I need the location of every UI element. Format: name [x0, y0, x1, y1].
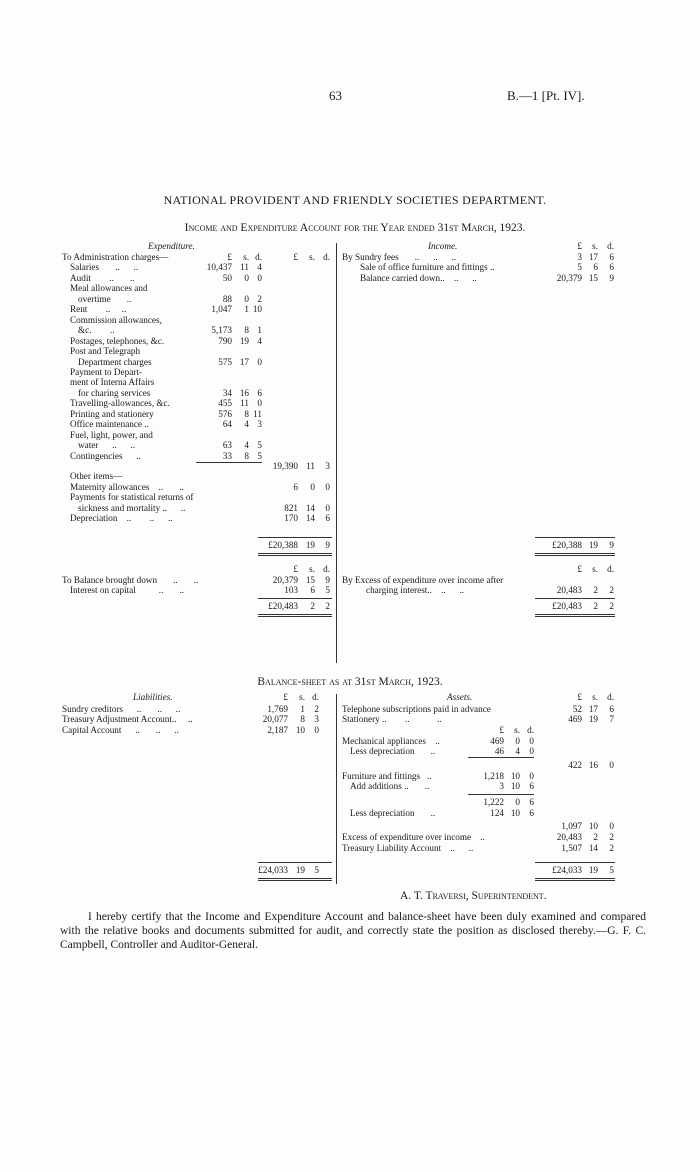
asset-inner-amount: 10 [510, 771, 520, 781]
asset-inner-amount: 0 [529, 746, 534, 756]
expenditure-inner-amount: 576 [218, 409, 232, 419]
subtotal-rule [196, 462, 262, 463]
expenditure-total-shillings: 19 [305, 540, 315, 550]
assets-total-double-rule [535, 878, 615, 881]
expenditure-inner-amount: 88 [222, 294, 232, 304]
asset-inner-amount: 0 [515, 736, 520, 746]
asset-inner-amount: 6 [529, 797, 534, 807]
liab-shillings-head: s. [299, 692, 305, 702]
asset-inner-amount: 10 [510, 808, 520, 818]
asset-inner-amount: 6 [529, 781, 534, 791]
balance-right-total-shillings: 2 [593, 601, 598, 611]
expenditure-outer-amount: 3 [325, 461, 330, 471]
expenditure-inner-amount: 575 [218, 357, 232, 367]
expenditure-outer-amount: 11 [306, 461, 315, 471]
expenditure-inner-amount: 0 [257, 357, 262, 367]
balance-right-total-pounds: £20,483 [552, 601, 582, 611]
expenditure-outer-amount: 6 [293, 482, 298, 492]
expenditure-inner-amount: 16 [239, 388, 249, 398]
asset-inner-amount: 3 [499, 781, 504, 791]
expenditure-heading: Expenditure. [148, 241, 195, 251]
report-reference: B.—1 [Pt. IV]. [507, 88, 585, 103]
expenditure-total-pounds: £20,388 [268, 540, 298, 550]
asset-label: Furniture and fittings .. [342, 771, 432, 781]
expenditure-inner-amount: 8 [244, 451, 249, 461]
expenditure-inner-amount: d. [255, 252, 262, 262]
liability-label: Sundry creditors .. .. .. [62, 704, 181, 714]
expenditure-outer-amount: 6 [325, 513, 330, 523]
asset-label: Treasury Liability Account .. .. [342, 843, 474, 853]
expenditure-inner-amount: 1 [257, 325, 262, 335]
balance-left-total-pounds: £20,483 [268, 601, 298, 611]
exp-total-double-rule [258, 553, 332, 556]
liab-total-double-rule [258, 878, 332, 881]
balance-left-head: £ [293, 564, 298, 574]
expenditure-outer-amount: 0 [325, 482, 330, 492]
income-total-pounds: £20,388 [552, 540, 582, 550]
asset-label: Add additions .. .. [350, 781, 430, 791]
expenditure-line-label: Audit .. .. [70, 273, 135, 283]
income-line-pence: 6 [609, 262, 614, 272]
department-title: NATIONAL PROVIDENT AND FRIENDLY SOCIETIES DEPARTMENT. [163, 193, 547, 207]
bal-left-rule [258, 598, 332, 599]
liabilities-total-pounds: £24,033 [258, 865, 288, 875]
asset-outer-amount: 19 [588, 714, 598, 724]
balance-right-label: By Excess of expenditure over income after [342, 575, 504, 585]
expenditure-line-label: Office maintenance .. [70, 419, 149, 429]
expenditure-inner-amount: s. [243, 252, 249, 262]
inc-total-double-rule [535, 553, 615, 556]
expenditure-inner-amount: 5,173 [211, 325, 232, 335]
income-pounds-head: £ [577, 241, 582, 251]
liability-label: Capital Account .. .. .. [62, 725, 179, 735]
expenditure-inner-amount: 64 [222, 419, 232, 429]
liability-pounds: 2,187 [267, 725, 288, 735]
asset-label: Telephone subscriptions paid in advance [342, 704, 491, 714]
expenditure-outer-amount: s. [309, 252, 315, 262]
expenditure-inner-amount: 5 [257, 451, 262, 461]
expenditure-line-label: Department charges [78, 357, 152, 367]
asset-label: Less depreciation .. [350, 808, 436, 818]
expenditure-line-label: Depreciation .. .. .. [70, 513, 173, 523]
expenditure-line-label: Contingencies .. [70, 451, 141, 461]
signature: A. T. Traversi, Superintendent. [400, 890, 547, 902]
mech-rule [468, 757, 534, 758]
expenditure-line-label: Salaries .. .. [70, 262, 139, 272]
expenditure-inner-amount: 50 [222, 273, 232, 283]
expenditure-inner-amount: 11 [253, 409, 262, 419]
expenditure-inner-amount: 0 [244, 294, 249, 304]
expenditure-line-label: Commission allowances, [70, 315, 162, 325]
liability-pounds: 20,077 [262, 714, 288, 724]
asset-outer-amount: 1,507 [561, 843, 582, 853]
bal-right-rule [535, 598, 615, 599]
expenditure-line-label: Printing and stationery [70, 409, 154, 419]
balance-sheet-title: Balance-sheet as at 31st March, 1923. [257, 676, 443, 688]
expenditure-inner-amount: 11 [240, 262, 249, 272]
asset-inner-amount: 46 [494, 746, 504, 756]
liability-shillings: 1 [300, 704, 305, 714]
liabilities-total-shillings: 19 [295, 865, 305, 875]
income-heading: Income. [428, 241, 458, 251]
asset-outer-amount: 7 [609, 714, 614, 724]
assets-pounds-head: £ [577, 692, 582, 702]
expenditure-outer-amount: 170 [284, 513, 298, 523]
income-total-shillings: 19 [588, 540, 598, 550]
asset-inner-amount: 469 [490, 736, 504, 746]
income-line-pounds: 3 [577, 252, 582, 262]
balance-right-head: d. [607, 564, 614, 574]
liability-pence: 2 [314, 704, 319, 714]
asset-outer-amount: 2 [609, 832, 614, 842]
balance-left-shillings: 15 [305, 575, 315, 585]
expenditure-line-label: for charing services [78, 388, 151, 398]
auditor-certificate: I hereby certify that the Income and Expenditure Account and balance-sheet have been duly examined and compared with the relative books and documents submitted for audit, and correctly state the position as disclosed thereby.—G. F. C. Campbell, Controller and Auditor-General. [60, 911, 646, 952]
asset-outer-amount: 2 [609, 843, 614, 853]
expenditure-inner-amount: 11 [240, 398, 249, 408]
asset-inner-amount: 10 [510, 781, 520, 791]
liability-pence: 0 [314, 725, 319, 735]
expenditure-line-label: overtime .. [78, 294, 132, 304]
exp-total-rule [258, 537, 332, 538]
balance-right-head: £ [577, 564, 582, 574]
expenditure-line-label: Travelling-allowances, &c. [70, 398, 170, 408]
liability-shillings: 8 [300, 714, 305, 724]
income-line-pounds: 20,379 [556, 273, 582, 283]
liability-shillings: 10 [295, 725, 305, 735]
expenditure-inner-amount: 4 [244, 419, 249, 429]
income-line-shillings: 17 [588, 252, 598, 262]
liabilities-heading: Liabilities. [133, 692, 173, 702]
expenditure-inner-amount: 4 [257, 336, 262, 346]
asset-outer-amount: 10 [588, 821, 598, 831]
expenditure-inner-amount: 17 [239, 357, 249, 367]
income-pence-head: d. [607, 241, 614, 251]
asset-inner-amount: 124 [490, 808, 504, 818]
balance-left-pence: 9 [325, 575, 330, 585]
expenditure-line-label: Payment to Depart- [70, 367, 142, 377]
liab-total-rule [258, 862, 332, 863]
asset-inner-amount: 1,222 [483, 797, 504, 807]
balance-right-shillings: 2 [593, 585, 598, 595]
income-line-label: Balance carried down.. .. .. [360, 273, 477, 283]
expenditure-inner-amount: 6 [257, 388, 262, 398]
asset-outer-amount: 0 [609, 760, 614, 770]
expenditure-inner-amount: 2 [257, 294, 262, 304]
income-total-pence: 9 [609, 540, 614, 550]
liability-label: Treasury Adjustment Account.. .. [62, 714, 193, 724]
income-line-label: By Sundry fees .. .. .. [342, 252, 457, 262]
ie-center-rule [336, 243, 337, 663]
balance-left-shillings: 6 [310, 585, 315, 595]
balance-right-label: charging interest.. .. .. [366, 585, 465, 595]
expenditure-outer-amount: d. [323, 252, 330, 262]
income-line-label: Sale of office furniture and fittings .. [360, 262, 495, 272]
liability-pence: 3 [314, 714, 319, 724]
expenditure-line-label: Postages, telephones, &c. [70, 336, 165, 346]
expenditure-inner-amount: 0 [257, 398, 262, 408]
assets-total-pounds: £24,033 [552, 865, 582, 875]
expenditure-line-label: To Administration charges— [62, 252, 169, 262]
asset-inner-amount: 0 [529, 736, 534, 746]
balance-left-pence: 5 [325, 585, 330, 595]
expenditure-outer-amount: 14 [305, 513, 315, 523]
income-line-shillings: 6 [593, 262, 598, 272]
expenditure-total-pence: 9 [325, 540, 330, 550]
expenditure-outer-amount: 19,390 [272, 461, 298, 471]
balance-right-pounds: 20,483 [556, 585, 582, 595]
assets-pence-head: d. [607, 692, 614, 702]
asset-outer-amount: 469 [568, 714, 582, 724]
expenditure-inner-amount: 790 [218, 336, 232, 346]
asset-inner-amount: 4 [515, 746, 520, 756]
asset-inner-amount: d. [527, 725, 534, 735]
expenditure-line-label: Post and Telegraph [70, 346, 141, 356]
expenditure-line-label: Other items— [70, 471, 123, 481]
expenditure-inner-amount: 5 [257, 440, 262, 450]
expenditure-outer-amount: 0 [310, 482, 315, 492]
balance-right-head: s. [592, 564, 598, 574]
expenditure-line-label: Maternity allowances .. .. [70, 482, 184, 492]
asset-outer-amount: 17 [588, 704, 598, 714]
expenditure-outer-amount: £ [293, 252, 298, 262]
liab-pence-head: d. [312, 692, 319, 702]
expenditure-inner-amount: 1,047 [211, 304, 232, 314]
expenditure-inner-amount: 33 [222, 451, 232, 461]
asset-outer-amount: 16 [588, 760, 598, 770]
asset-outer-amount: 1,097 [561, 821, 582, 831]
balance-left-label: Interest on capital .. .. [70, 585, 185, 595]
asset-inner-amount: £ [499, 725, 504, 735]
expenditure-outer-amount: 0 [325, 503, 330, 513]
asset-outer-amount: 422 [568, 760, 582, 770]
expenditure-line-label: Meal allowances and [70, 283, 148, 293]
balance-left-head: s. [309, 564, 315, 574]
expenditure-inner-amount: 0 [257, 273, 262, 283]
balance-left-pounds: 20,379 [272, 575, 298, 585]
liability-pounds: 1,769 [267, 704, 288, 714]
expenditure-line-label: &c. .. [78, 325, 115, 335]
expenditure-line-label: ment of Interna Affairs [70, 377, 155, 387]
asset-outer-amount: 20,483 [556, 832, 582, 842]
expenditure-inner-amount: 4 [244, 440, 249, 450]
income-line-pence: 6 [609, 252, 614, 262]
assets-total-pence: 5 [609, 865, 614, 875]
asset-outer-amount: 2 [593, 832, 598, 842]
asset-label: Less depreciation .. [350, 746, 436, 756]
expenditure-inner-amount: 8 [244, 325, 249, 335]
assets-shillings-head: s. [592, 692, 598, 702]
asset-label: Stationery .. .. .. [342, 714, 442, 724]
expenditure-line-label: Fuel, light, power, and [70, 430, 153, 440]
expenditure-inner-amount: 0 [244, 273, 249, 283]
asset-outer-amount: 14 [588, 843, 598, 853]
bal-right-double-rule [535, 614, 615, 617]
expenditure-inner-amount: 10,437 [206, 262, 232, 272]
expenditure-line-label: Payments for statistical returns of [70, 492, 194, 502]
asset-inner-amount: 1,218 [483, 771, 504, 781]
asset-outer-amount: 52 [572, 704, 582, 714]
asset-label: Mechanical appliances .. [342, 736, 440, 746]
income-shillings-head: s. [592, 241, 598, 251]
balance-left-total-pence: 2 [325, 601, 330, 611]
balance-right-total-pence: 2 [609, 601, 614, 611]
liab-pounds-head: £ [283, 692, 288, 702]
asset-outer-amount: 6 [609, 704, 614, 714]
page-number: 63 [329, 88, 342, 103]
expenditure-inner-amount: 1 [244, 304, 249, 314]
expenditure-line-label: Rent .. .. [70, 304, 127, 314]
income-line-pounds: 5 [577, 262, 582, 272]
assets-total-rule [535, 862, 615, 863]
expenditure-outer-amount: 14 [305, 503, 315, 513]
inc-total-rule [535, 537, 615, 538]
ie-account-title: Income and Expenditure Account for the Year ended 31st March, 1923. [184, 222, 526, 234]
expenditure-outer-amount: 821 [284, 503, 298, 513]
asset-inner-amount: 0 [529, 771, 534, 781]
bs-center-rule [336, 694, 337, 884]
asset-inner-amount: 0 [515, 797, 520, 807]
assets-heading: Assets. [447, 692, 473, 702]
expenditure-inner-amount: 19 [239, 336, 249, 346]
expenditure-inner-amount: 8 [244, 409, 249, 419]
expenditure-inner-amount: 4 [257, 262, 262, 272]
bal-left-double-rule [258, 614, 332, 617]
expenditure-inner-amount: 63 [222, 440, 232, 450]
balance-left-pounds: 103 [284, 585, 298, 595]
expenditure-inner-amount: £ [227, 252, 232, 262]
income-line-pence: 9 [609, 273, 614, 283]
expenditure-inner-amount: 10 [252, 304, 262, 314]
liabilities-total-pence: 5 [314, 865, 319, 875]
expenditure-line-label: sickness and mortality .. .. [78, 503, 186, 513]
income-line-shillings: 15 [588, 273, 598, 283]
balance-right-pence: 2 [609, 585, 614, 595]
furn-rule [468, 794, 534, 795]
asset-outer-amount: 0 [609, 821, 614, 831]
asset-inner-amount: s. [514, 725, 520, 735]
balance-left-total-shillings: 2 [310, 601, 315, 611]
asset-label: Excess of expenditure over income .. [342, 832, 485, 842]
balance-left-head: d. [323, 564, 330, 574]
asset-inner-amount: 6 [529, 808, 534, 818]
expenditure-inner-amount: 3 [257, 419, 262, 429]
expenditure-inner-amount: 34 [222, 388, 232, 398]
expenditure-line-label: water .. .. [78, 440, 136, 450]
balance-left-label: To Balance brought down .. .. [62, 575, 199, 585]
expenditure-inner-amount: 455 [218, 398, 232, 408]
assets-total-shillings: 19 [588, 865, 598, 875]
